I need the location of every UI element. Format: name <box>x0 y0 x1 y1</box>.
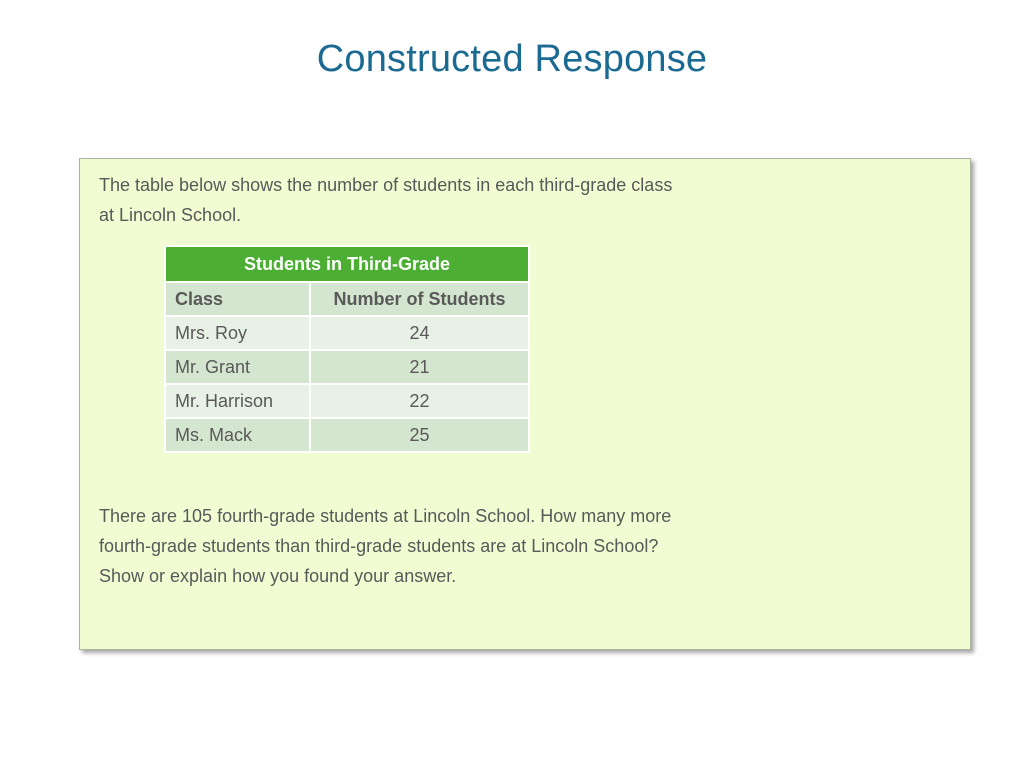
students-cell: 21 <box>310 350 529 384</box>
column-header-students: Number of Students <box>310 282 529 316</box>
table-header-row <box>165 282 529 316</box>
students-table <box>164 245 530 453</box>
table-row <box>165 316 529 350</box>
question-panel <box>79 158 971 650</box>
table-row <box>165 384 529 418</box>
column-header-class: Class <box>165 282 310 316</box>
table-caption-row <box>165 246 529 282</box>
class-cell: Mrs. Roy <box>165 316 310 350</box>
table-row <box>165 418 529 452</box>
question-line: fourth-grade students than third-grade students are at Lincoln School? <box>99 536 659 556</box>
question-line: There are 105 fourth-grade students at Lincoln School. How many more <box>99 506 672 526</box>
students-cell: 24 <box>310 316 529 350</box>
question-text <box>99 501 799 591</box>
class-cell: Ms. Mack <box>165 418 310 452</box>
table-caption: Students in Third-Grade <box>165 246 529 282</box>
slide-title: Constructed Response <box>316 38 708 80</box>
students-cell: 25 <box>310 418 529 452</box>
class-cell: Mr. Grant <box>165 350 310 384</box>
intro-text <box>99 170 799 230</box>
students-cell: 22 <box>310 384 529 418</box>
intro-line: at Lincoln School. <box>99 205 242 225</box>
question-line: Show or explain how you found your answer. <box>99 566 457 586</box>
intro-line: The table below shows the number of students in each third-grade class <box>99 175 673 195</box>
class-cell: Mr. Harrison <box>165 384 310 418</box>
table-row <box>165 350 529 384</box>
